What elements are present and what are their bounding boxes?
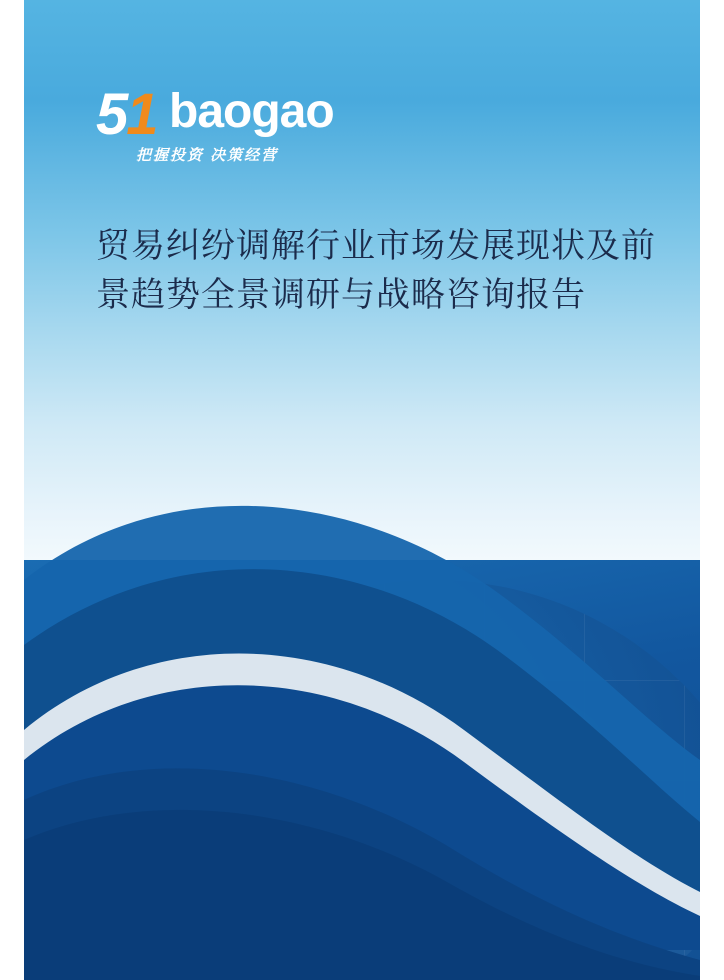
bottom-wave-decoration: [24, 680, 700, 980]
page-title-line-1: 贸易纠纷调解行业市场发展现状及前: [96, 226, 656, 266]
report-cover: [24, 0, 700, 980]
page-title: [96, 222, 656, 321]
logo-mark-digit-1: 1: [126, 82, 157, 147]
logo-mark: [96, 82, 157, 147]
logo-mark-digit-5: 5: [96, 82, 127, 147]
logo-wordmark: baogao: [169, 85, 334, 138]
brand-logo: [96, 78, 396, 170]
logo-tagline: 把握投资 决策经营: [136, 147, 279, 164]
page-title-line-2: 景趋势全景调研与战略咨询报告: [96, 275, 586, 316]
